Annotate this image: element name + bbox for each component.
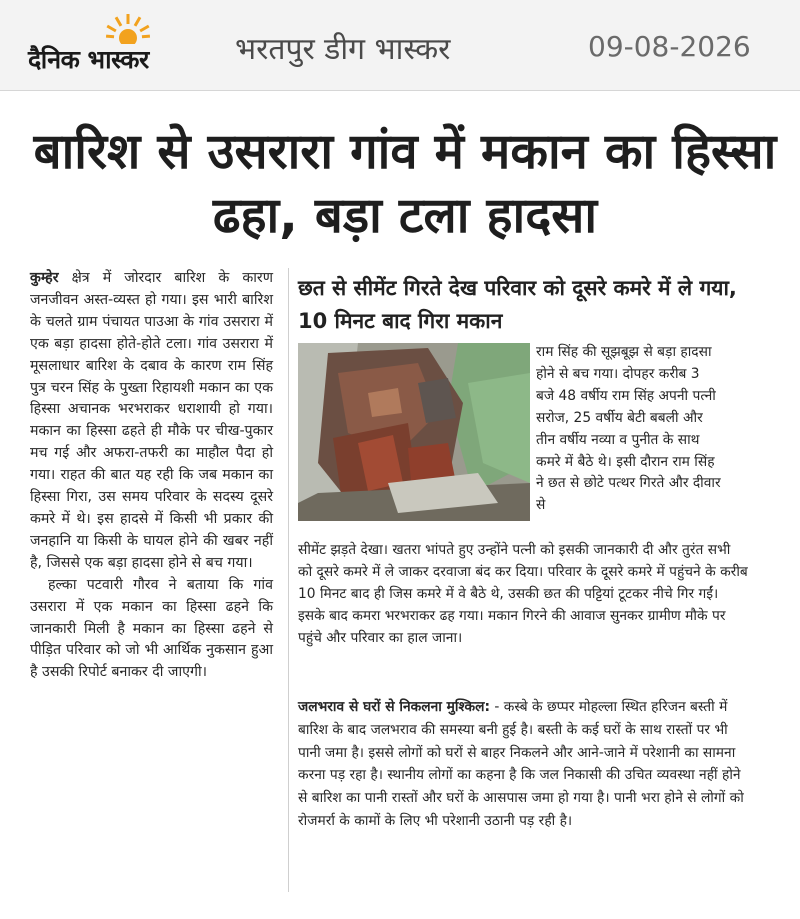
right-body-para: सीमेंट झड़ते देखा। खतरा भांपते हुए उन्होंने पत्नी को इसकी जानकारी दी और तुरंत सभी को दूसरे कमरे में ले जाकर दरवाजा बंद कर दिया। परिवार के दूसरे कमरे में पहुंचने के करीब 10 मिनट बाद ही जिस कमरे में वे बैठे थे, उसकी छत की पट्टियां टूटकर नीचे गिर गईं। इसके बाद कमरा भरभराकर ढह गया। मकान गिरने की आवाज सुनकर ग्रामीण मौके पर पहुंचे और परिवार का हाल जाना।	[298, 542, 748, 646]
left-para-1	[30, 268, 273, 575]
edition-title: भरतपुर डीग भास्कर	[235, 32, 451, 67]
dainik-bhaskar-logo[interactable]	[28, 14, 203, 76]
waterlogging-text: - कस्बे के छप्पर मोहल्ला स्थित हरिजन बस्ती में बारिश के बाद जलभराव की समस्या बनी हुई है। बस्ती के कई घरों के साथ रास्तों पर भी पानी जमा है। इससे लोगों को घरों से बाहर निकलने और आने-जाने में परेशानी का सामना करना पड़ रहा है। स्थानीय लोगों का कहना है कि जल निकासी की उचित व्यवस्था नहीं होने से बारिश का पानी रास्तों और घरों के आसपास जमा हो गया है। पानी भरा होने से लोगों को रोजमर्रा के कामों के लिए भी परेशानी उठानी पड़ रही है।	[298, 699, 744, 829]
collapsed-house-photo	[298, 343, 530, 521]
article-subheadline: छत से सीमेंट गिरते देख परिवार को दूसरे कमरे में ले गया, 10 मिनट बाद गिरा मकान	[298, 276, 737, 333]
dateline: कुम्हेर	[30, 270, 59, 286]
debris-photo-illustration	[298, 343, 530, 521]
edition-date: 09-08-2026	[588, 30, 751, 63]
app-header	[0, 0, 800, 91]
article-headline: बारिश से उसरारा गांव में मकान का हिस्सा ढहा, बड़ा टला हादसा	[33, 123, 777, 244]
left-column	[30, 268, 273, 684]
waterlogging-para	[298, 696, 748, 833]
waterlogging-heading: जलभराव से घरों से निकलना मुश्किल:	[298, 699, 491, 715]
left-para-2: हल्का पटवारी गौरव ने बताया कि गांव उसरारा में एक मकान का हिस्सा ढहने कि जानकारी मिली है मकान का हिस्सा ढहने से पीड़ित परिवार को जो भी आर्थिक नुकसान हुआ है उसकी रिपोर्ट बनाकर दी जाएगी।	[30, 576, 273, 681]
logo-text: दैनिक भास्कर	[28, 45, 149, 74]
right-column-body	[298, 540, 748, 650]
waterlogging-section	[298, 696, 748, 833]
left-para-1-text: क्षेत्र में जोरदार बारिश के कारण जनजीवन अस्त-व्यस्त हो गया। इस भारी बारिश के चलते ग्राम पंचायत पाउआ के गांव उसरारा में एक बड़ा हादसा होते-होते टला। गांव उसरारा में मूसलाधार बारिश के दबाव के कारण राम सिंह पुत्र चरन सिंह के पुख्ता रिहायशी मकान का एक हिस्सा अचानक भरभराकर धराशायी हो गया। मकान का हिस्सा ढहते ही मौके पर चीख-पुकार मच गई और अफरा-तफरी का माहौल पैदा हो गया। राहत की बात यह रही कि जब मकान का हिस्सा गिरा, उस समय परिवार के सदस्य दूसरे कमरे में थे। इस हादसे में किसी भी प्रकार की जनहानि या किसी के घायल होने की खबर नहीं है, जिससे एक बड़ा हादसा होने से बच गया।	[30, 270, 273, 571]
column-divider	[288, 268, 289, 892]
right-column-top-text: राम सिंह की सूझबूझ से बड़ा हादसा होने से बच गया। दोपहर करीब 3 बजे 48 वर्षीय राम सिंह अपनी पत्नी सरोज, 25 वर्षीय बेटी बबली और तीन वर्षीय नव्या व पुनीत के साथ कमरे में बैठे थे। इसी दौरान राम सिंह ने छत से छोटे पत्थर गिरते और दीवार से	[536, 344, 721, 514]
sun-logo-icon	[100, 14, 156, 44]
